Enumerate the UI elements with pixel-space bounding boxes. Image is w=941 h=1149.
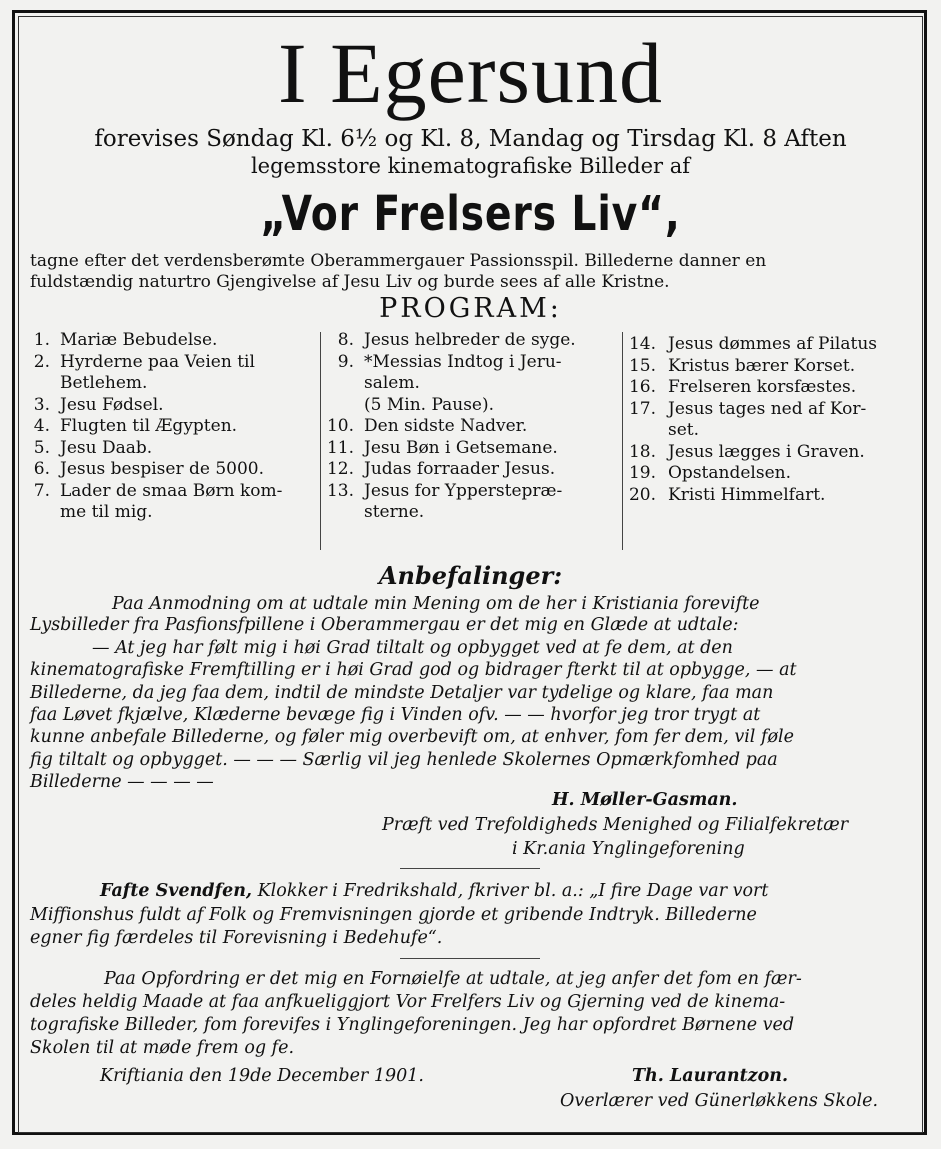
program-item: [30, 502, 320, 524]
program-item: [30, 459, 320, 481]
program-item: [30, 416, 320, 438]
description-line: tagne efter det verdensberømte Oberammergauer Passionsspil. Billederne danner en: [30, 251, 767, 271]
program-item: [326, 330, 616, 352]
testimonial-name: Fafte Svendfen,: [100, 881, 253, 901]
program-text: Jesus bespiser de 5000.: [60, 459, 264, 479]
program-item: [30, 395, 320, 417]
program-number: 9.: [337, 351, 354, 372]
program-text: Betlehem.: [60, 373, 148, 393]
column-divider: [622, 332, 623, 550]
program-column-2: [326, 330, 616, 524]
program-item: [30, 373, 320, 395]
column-divider: [320, 332, 321, 550]
divider-rule: [400, 958, 540, 959]
testimonial-line: deles heldig Maade at faa anfkueliggjort Vor Frelfers Liv og Gjerning ved de kinema-: [30, 992, 786, 1012]
ad-title: I Egersund: [278, 25, 663, 121]
program-text: Jesus tages ned af Kor-: [668, 398, 867, 419]
program-number: 2.: [33, 351, 50, 372]
program-text: Jesu Fødsel.: [60, 394, 164, 415]
testimonial-line: Billederne, da jeg faa dem, indtil de mindste Detaljer var tydelige og klare, faa man: [30, 683, 774, 703]
program-heading: PROGRAM:: [379, 293, 562, 324]
program-number: 17.: [628, 398, 656, 419]
program-item: [628, 377, 918, 399]
program-item: [326, 502, 616, 524]
program-item: [326, 459, 616, 481]
program-text: (5 Min. Pause).: [364, 394, 495, 415]
program-item: [30, 481, 320, 503]
signer-title: i Kr.ania Ynglingeforening: [512, 839, 745, 859]
program-number: 15.: [628, 355, 656, 376]
signer-title: Præft ved Trefoldigheds Menighed og Filialfekretær: [382, 815, 849, 835]
program-item: [326, 438, 616, 460]
program-number: 3.: [33, 394, 50, 415]
testimonial-line: Skolen til at møde frem og fe.: [30, 1038, 295, 1058]
testimonial-line: faa Løvet fkjælve, Klæderne bevæge fig i Vinden ofv. — — hvorfor jeg tror trygt at: [30, 705, 761, 725]
program-item: [628, 399, 918, 421]
program-number: 4.: [33, 416, 50, 436]
signer-title: Overlærer ved Günerløkkens Skole.: [560, 1091, 879, 1111]
testimonial-signer: Th. Laurantzon.: [632, 1066, 789, 1086]
testimonial-line: kinematografiske Fremftilling er i høi Grad god og bidrager fterkt til at opbygge, — at: [30, 660, 797, 680]
testimonial-line: Lysbilleder fra Pasfionsfpillene i Oberammergau er det mig en Glæde at udtale:: [30, 615, 739, 635]
program-text: Jesu Daab.: [60, 437, 153, 458]
program-text: Hyrderne paa Veien til: [60, 351, 255, 372]
program-item: [326, 352, 616, 374]
program-text: Jesus dømmes af Pilatus: [668, 334, 878, 354]
testimonial-line: Paa Opfordring er det mig en Fornøielfe at udtale, at jeg anfer det fom en fær-: [104, 969, 802, 989]
testimonial-line: kunne anbefale Billederne, og føler mig overbevift om, at enhver, fom fer dem, vil føle: [30, 727, 794, 747]
program-item: [30, 438, 320, 460]
program-number: 7.: [33, 480, 50, 501]
program-text: Frelseren korsfæstes.: [668, 377, 857, 397]
program-item: [30, 352, 320, 374]
program-number: 10.: [326, 416, 354, 436]
testimonial-line: fig tiltalt og opbygget. — — — Særlig vil jeg henlede Skolernes Opmærkfomhed paa: [30, 750, 778, 770]
program-number: 6.: [33, 459, 50, 479]
program-number: 18.: [628, 441, 656, 462]
testimonial-line: Paa Anmodning om at udtale min Mening om de her i Kristiania forevifte: [112, 594, 760, 614]
testimonials-heading: Anbefalinger:: [378, 561, 563, 590]
program-item: [326, 481, 616, 503]
divider-rule: [400, 868, 540, 869]
place-and-date: Kriftiania den 19de December 1901.: [100, 1066, 424, 1086]
testimonial-line: tografiske Billeder, fom forevifes i Ynglingeforeningen. Jeg har opfordret Børnene ved: [30, 1015, 795, 1035]
program-text: Opstandelsen.: [668, 463, 791, 483]
testimonial-line: Klokker i Fredrikshald, fkriver bl. a.: „I fire Dage var vort: [257, 881, 769, 901]
program-number: 11.: [326, 437, 354, 458]
program-text: Jesus helbreder de syge.: [364, 330, 576, 350]
description-line: fuldstændig naturtro Gjengivelse af Jesu Liv og burde sees af alle Kristne.: [30, 272, 670, 292]
program-column-3: [628, 334, 918, 506]
testimonial-line: Miffionshus fuldt af Folk og Fremvisningen gjorde et gribende Indtryk. Billederne: [30, 905, 757, 925]
program-item: [628, 334, 918, 356]
program-text: Kristi Himmelfart.: [668, 484, 826, 505]
film-title: „Vor Frelsers Liv“,: [260, 186, 681, 242]
program-text: Den sidste Nadver.: [364, 416, 528, 436]
program-item: [628, 442, 918, 464]
intro-line-1: forevises Søndag Kl. 6½ og Kl. 8, Mandag og Tirsdag Kl. 8 Aften: [94, 126, 847, 152]
program-text: sterne.: [364, 502, 425, 522]
program-text: Kristus bærer Korset.: [668, 355, 856, 376]
program-number: 8.: [337, 330, 354, 350]
program-text: Jesu Bøn i Getsemane.: [364, 437, 558, 458]
program-text: salem.: [364, 373, 420, 393]
program-item: [628, 356, 918, 378]
program-text: Judas forraader Jesus.: [364, 459, 556, 479]
program-text: *Messias Indtog i Jeru-: [364, 351, 562, 372]
program-text: Lader de smaa Børn kom-: [60, 480, 283, 501]
program-number: 5.: [33, 437, 50, 458]
program-number: 13.: [326, 480, 354, 501]
program-item: [326, 416, 616, 438]
program-column-1: [30, 330, 320, 524]
testimonial-line: egner fig færdeles til Forevisning i Bedehufe“.: [30, 928, 443, 948]
program-number: 1.: [33, 330, 50, 350]
testimonial-2-first-line: [100, 880, 768, 902]
program-number: 19.: [628, 463, 656, 483]
program-number: 16.: [628, 377, 656, 397]
program-number: 14.: [628, 334, 656, 354]
program-text: set.: [668, 420, 700, 440]
program-number: 12.: [326, 459, 354, 479]
intro-line-2: legemsstore kinematografiske Billeder af: [250, 154, 691, 178]
program-item: [628, 463, 918, 485]
program-text: Jesus lægges i Graven.: [668, 441, 865, 462]
program-text: Flugten til Ægypten.: [60, 416, 238, 436]
program-number: 20.: [628, 484, 656, 505]
testimonial-signer: H. Møller-Gasman.: [552, 790, 738, 810]
program-item: [628, 485, 918, 507]
program-item: [30, 330, 320, 352]
program-item: [326, 395, 616, 417]
program-text: Jesus for Ypperstepræ-: [364, 480, 563, 501]
program-text: me til mig.: [60, 502, 153, 522]
program-text: Mariæ Bebudelse.: [60, 330, 218, 350]
program-item: [326, 373, 616, 395]
testimonial-line: Billederne — — — —: [30, 772, 214, 792]
testimonial-line: — At jeg har følt mig i høi Grad tiltalt og opbygget ved at fe dem, at den: [92, 638, 733, 658]
program-item: [628, 420, 918, 442]
